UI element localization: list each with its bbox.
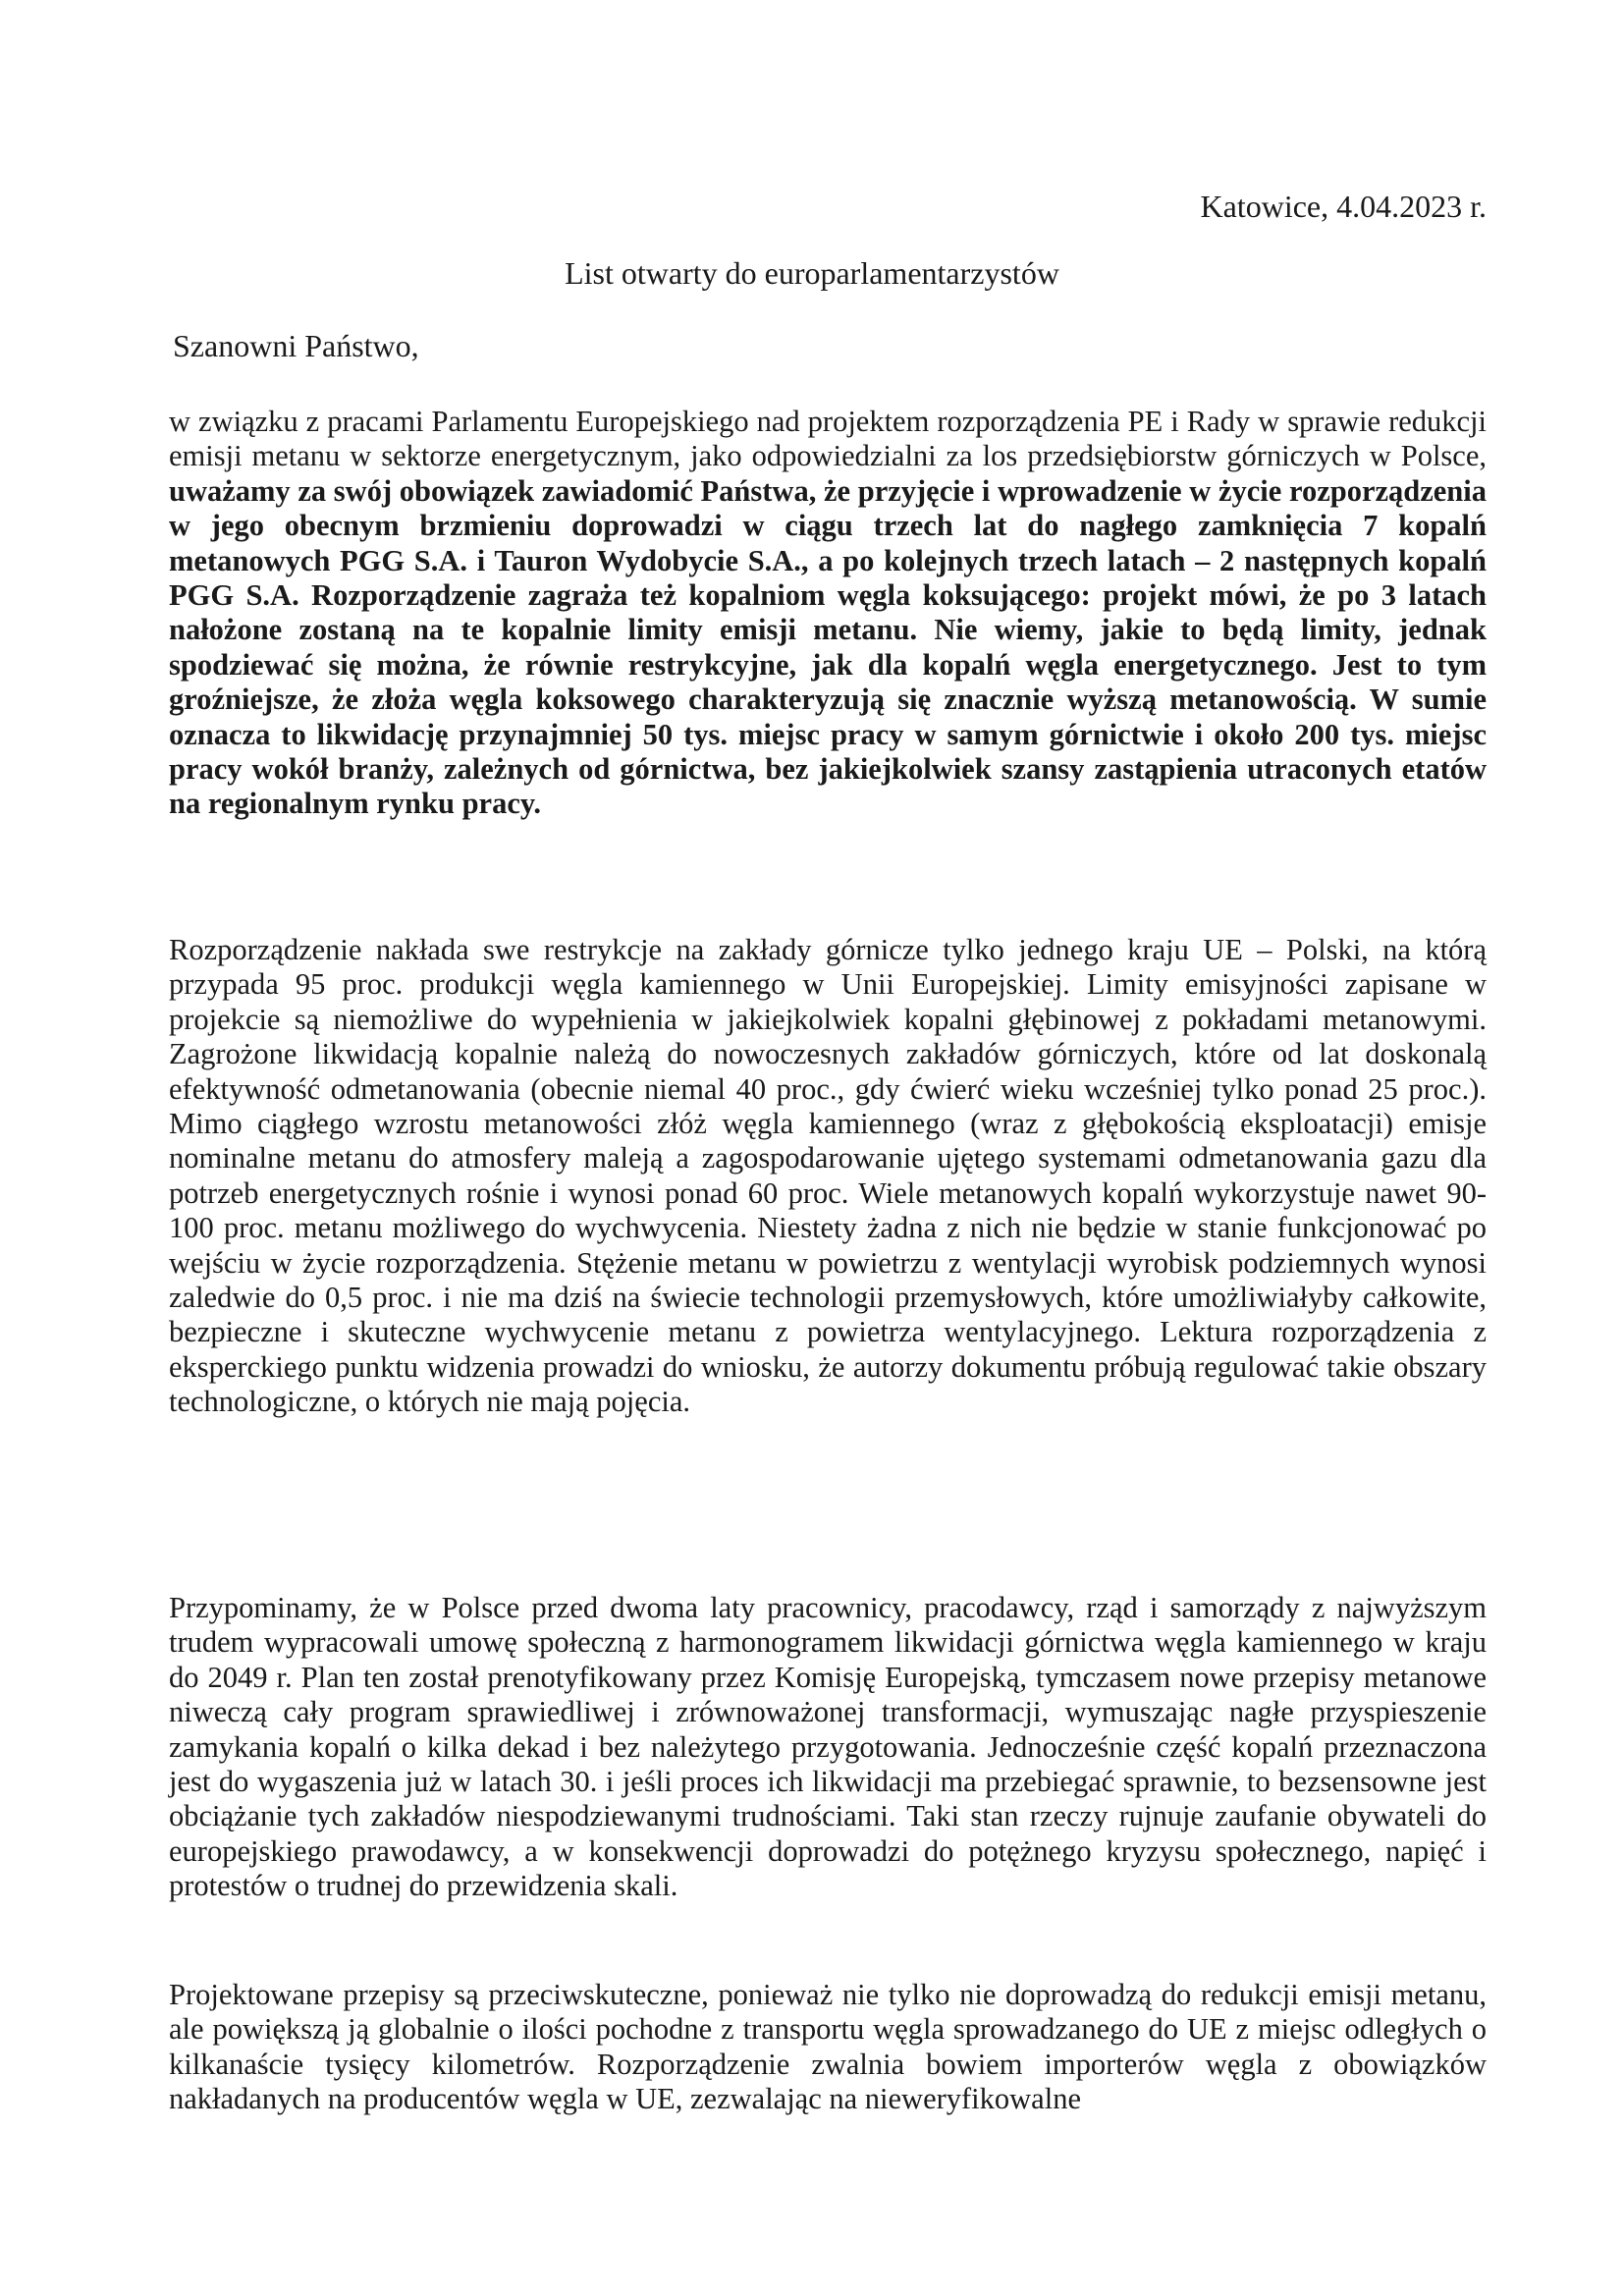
letter-title: List otwarty do europarlamentarzystów <box>565 255 1059 291</box>
letter-date: Katowice, 4.04.2023 r. <box>1200 189 1487 224</box>
paragraph-1-plain: w związku z pracami Parlamentu Europejskiego nad projektem rozporządzenia PE i Rady w sprawie redukcji emisji metanu w sektorze energetycznym, jako odpowiedzialni za los przedsiębiorstw górniczych w Polsce, <box>169 405 1487 473</box>
paragraph-1 <box>169 405 1487 822</box>
paragraph-1-text <box>169 405 1487 822</box>
paragraph-2-text: Rozporządzenie nakłada swe restrykcje na zakłady górnicze tylko jednego kraju UE – Polski, na którą przypada 95 proc. produkcji węgla kamiennego w Unii Europejskiej. Limity emisyjności zapisane w projekcie są niemożliwe do wypełnienia w jakiejkolwiek kopalni głębinowej z pokładami metanowymi. Zagrożone likwidacją kopalnie należą do nowoczesnych zakładów górniczych, które od lat doskonalą efektywność odmetanowania (obecnie niemal 40 proc., gdy ćwierć wieku wcześniej tylko ponad 25 proc.). Mimo ciągłego wzrostu metanowości złóż węgla kamiennego (wraz z głębokością eksploatacji) emisje nominalne metanu do atmosfery maleją a zagospodarowanie ujętego systemami odmetanowania gazu dla potrzeb energetycznych rośnie i wynosi ponad 60 proc. Wiele metanowych kopalń wykorzystuje nawet 90-100 proc. metanu możliwego do wychwycenia. Niestety żadna z nich nie będzie w stanie funkcjonować po wejściu w życie rozporządzenia. Stężenie metanu w powietrzu z wentylacji wyrobisk podziemnych wynosi zaledwie do 0,5 proc. i nie ma dziś na świecie technologii przemysłowych, które umożliwiałyby całkowite, bezpieczne i skuteczne wychwycenie metanu z powietrza wentylacyjnego. Lektura rozporządzenia z eksperckiego punktu widzenia prowadzi do wniosku, że autorzy dokumentu próbują regulować takie obszary technologiczne, o których nie mają pojęcia. <box>169 933 1487 1419</box>
salutation: Szanowni Państwo, <box>173 328 419 363</box>
paragraph-1-bold: uważamy za swój obowiązek zawiadomić Państwa, że przyjęcie i wprowadzenie w życie rozporządzenia w jego obecnym brzmieniu doprowadzi w ciągu trzech lat do nagłego zamknięcia 7 kopalń metanowych PGG S.A. i Tauron Wydobycie S.A., a po kolejnych trzech latach – 2 następnych kopalń PGG S.A. Rozporządzenie zagraża też kopalniom węgla koksującego: projekt mówi, że po 3 latach nałożone zostaną na te kopalnie limity emisji metanu. Nie wiemy, jakie to będą limity, jednak spodziewać się można, że równie restrykcyjne, jak dla kopalń węgla energetycznego. Jest to tym groźniejsze, że złoża węgla koksowego charakteryzują się znacznie wyższą metanowością. W sumie oznacza to likwidację przynajmniej 50 tys. miejsc pracy w samym górnictwie i około 200 tys. miejsc pracy wokół branży, zależnych od górnictwa, bez jakiejkolwiek szansy zastąpienia utraconych etatów na regionalnym rynku pracy. <box>169 473 1487 821</box>
paragraph-4-text: Projektowane przepisy są przeciwskuteczne, ponieważ nie tylko nie doprowadzą do redukcji emisji metanu, ale powiększą ją globalnie o ilości pochodne z transportu węgla sprowadzanego do UE z miejsc odległych o kilkanaście tysięcy kilometrów. Rozporządzenie zwalnia bowiem importerów węgla z obowiązków nakładanych na producentów węgla w UE, zezwalając na nieweryfikowalne <box>169 1978 1487 2116</box>
paragraph-4 <box>169 1978 1487 2117</box>
paragraph-3 <box>169 1591 1487 1904</box>
paragraph-2 <box>169 933 1487 1420</box>
paragraph-3-text: Przypominamy, że w Polsce przed dwoma laty pracownicy, pracodawcy, rząd i samorządy z najwyższym trudem wypracowali umowę społeczną z harmonogramem likwidacji górnictwa węgla kamiennego w kraju do 2049 r. Plan ten został prenotyfikowany przez Komisję Europejską, tymczasem nowe przepisy metanowe niweczą cały program sprawiedliwej i zrównoważonej transformacji, wymuszając nagłe przyspieszenie zamykania kopalń o kilka dekad i bez należytego przygotowania. Jednocześnie część kopalń przeznaczona jest do wygaszenia już w latach 30. i jeśli proces ich likwidacji ma przebiegać sprawnie, to bezsensowne jest obciążanie tych zakładów niespodziewanymi trudnościami. Taki stan rzeczy rujnuje zaufanie obywateli do europejskiego prawodawcy, a w konsekwencji doprowadzi do potężnego kryzysu społecznego, napięć i protestów o trudnej do przewidzenia skali. <box>169 1591 1487 1903</box>
